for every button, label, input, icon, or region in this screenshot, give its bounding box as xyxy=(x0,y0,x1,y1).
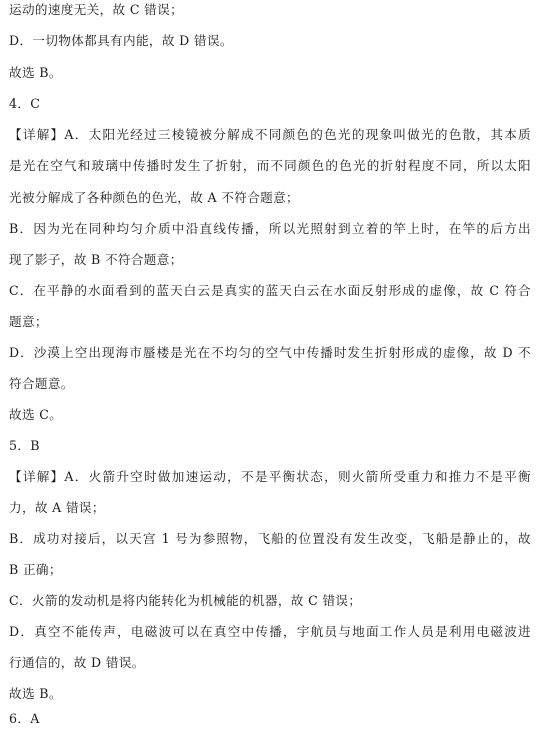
text-line: 是光在空气和玻璃中传播时发生了折射，而不同颜色的色光的折射程度不同，所以太阳 xyxy=(9,158,531,173)
text-line: D．沙漠上空出现海市蜃楼是光在不均匀的空气中传播时发生折射形成的虚像，故 D 不 xyxy=(9,345,531,360)
text-line: B．成功对接后，以天宫 1 号为参照物，飞船的位置没有发生改变，飞船是静止的，故 xyxy=(9,531,531,546)
question-number: 5．B xyxy=(9,438,40,453)
text-line: 【详解】A．太阳光经过三棱镜被分解成不同颜色的色光的现象叫做光的色散，其本质 xyxy=(9,127,531,142)
text-line: D．一切物体都具有内能，故 D 错误。 xyxy=(9,33,233,48)
text-line: 【详解】A．火箭升空时做加速运动，不是平衡状态，则火箭所受重力和推力不是平衡 xyxy=(9,469,531,484)
text-line: 运动的速度无关，故 C 错误； xyxy=(9,2,184,17)
question-number: 6．A xyxy=(9,711,40,726)
text-line: 故选 B。 xyxy=(9,65,62,80)
text-line: D．真空不能传声，电磁波可以在真空中传播，宇航员与地面工作人员是利用电磁波进 xyxy=(9,624,531,639)
text-line: C．火箭的发动机是将内能转化为机械能的机器，故 C 错误； xyxy=(9,593,362,608)
text-line: 符合题意。 xyxy=(9,376,74,391)
text-line: 力，故 A 错误； xyxy=(9,500,105,515)
text-line: B 正确； xyxy=(9,562,62,577)
text-line: 光被分解成了各种颜色的色光，故 A 不符合题意； xyxy=(9,190,299,205)
text-line: 故选 C。 xyxy=(9,407,63,422)
text-line: 现了影子，故 B 不符合题意； xyxy=(9,252,183,267)
text-line: 故选 B。 xyxy=(9,686,62,701)
text-line: 题意； xyxy=(9,314,48,329)
text-line: C．在平静的水面看到的蓝天白云是真实的蓝天白云在水面反射形成的虚像，故 C 符合 xyxy=(9,283,531,298)
text-line: 行通信的，故 D 错误。 xyxy=(9,655,145,670)
question-number: 4．C xyxy=(9,96,41,111)
text-line: B．因为光在同种均匀介质中沿直线传播，所以光照射到立着的竿上时，在竿的后方出 xyxy=(9,221,531,236)
